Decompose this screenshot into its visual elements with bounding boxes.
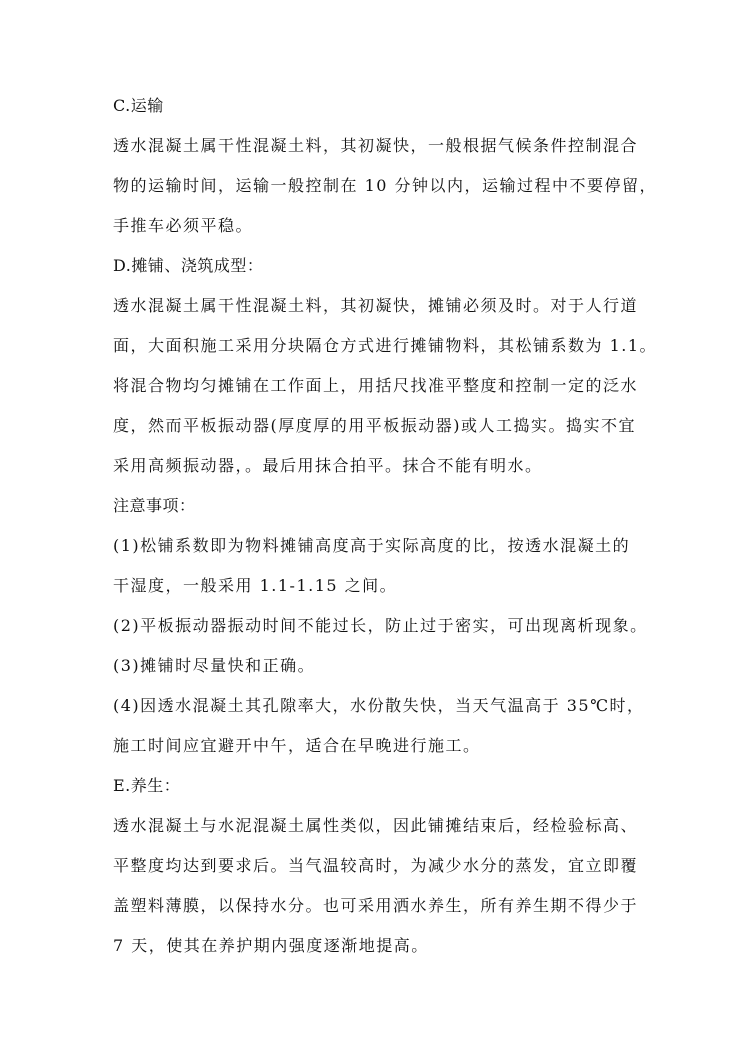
paragraph-line: 7 天，使其在养护期内强度逐渐地提高。 [113,936,429,955]
note-line: 施工时间应宜避开中午，适合在早晚进行施工。 [113,736,481,755]
note-line: 干湿度，一般采用 1.1-1.15 之间。 [113,576,398,595]
note-line: (2)平板振动器振动时间不能过长，防止过于密实，可出现离析现象。 [113,616,648,635]
paragraph-line: 将混合物均匀摊铺在工作面上，用括尺找准平整度和控制一定的泛水 [113,376,639,395]
paragraph-line: 透水混凝土属干性混凝土料，其初凝快，一般根据气候条件控制混合 [113,136,639,155]
paragraph-line: 度，然而平板振动器(厚度厚的用平板振动器)或人工捣实。捣实不宜 [113,416,636,435]
paragraph-line: 物的运输时间，运输一般控制在 10 分钟以内，运输过程中不要停留， [113,176,658,195]
note-line: (1)松铺系数即为物料摊铺高度高于实际高度的比，按透水混凝土的 [113,536,631,555]
paragraph-line: 手推车必须平稳。 [113,216,254,235]
paragraph-line: 面，大面积施工采用分块隔仓方式进行摊铺物料，其松铺系数为 1.1。 [113,336,658,355]
section-d-heading: D.摊铺、浇筑成型： [113,256,264,275]
paragraph-line: 平整度均达到要求后。当气温较高时，为减少水分的蒸发，宜立即覆 [113,856,639,875]
paragraph-line: 采用高频振动器，。最后用抹合拍平。抹合不能有明水。 [113,456,543,475]
notes-heading: 注意事项： [113,496,196,515]
paragraph-line: 透水混凝土与水泥混凝土属性类似，因此铺摊结束后，经检验标高、 [113,816,639,835]
section-c-heading: C.运输 [113,96,164,115]
note-line: (4)因透水混凝土其孔隙率大，水份散失快，当天气温高于 35℃时， [113,696,645,715]
note-line: (3)摊铺时尽量快和正确。 [113,656,316,675]
paragraph-line: 盖塑料薄膜，以保持水分。也可采用洒水养生，所有养生期不得少于 [113,896,639,915]
section-e-heading: E.养生： [113,776,181,795]
paragraph-line: 透水混凝土属干性混凝土料，其初凝快，摊铺必须及时。对于人行道 [113,296,639,315]
